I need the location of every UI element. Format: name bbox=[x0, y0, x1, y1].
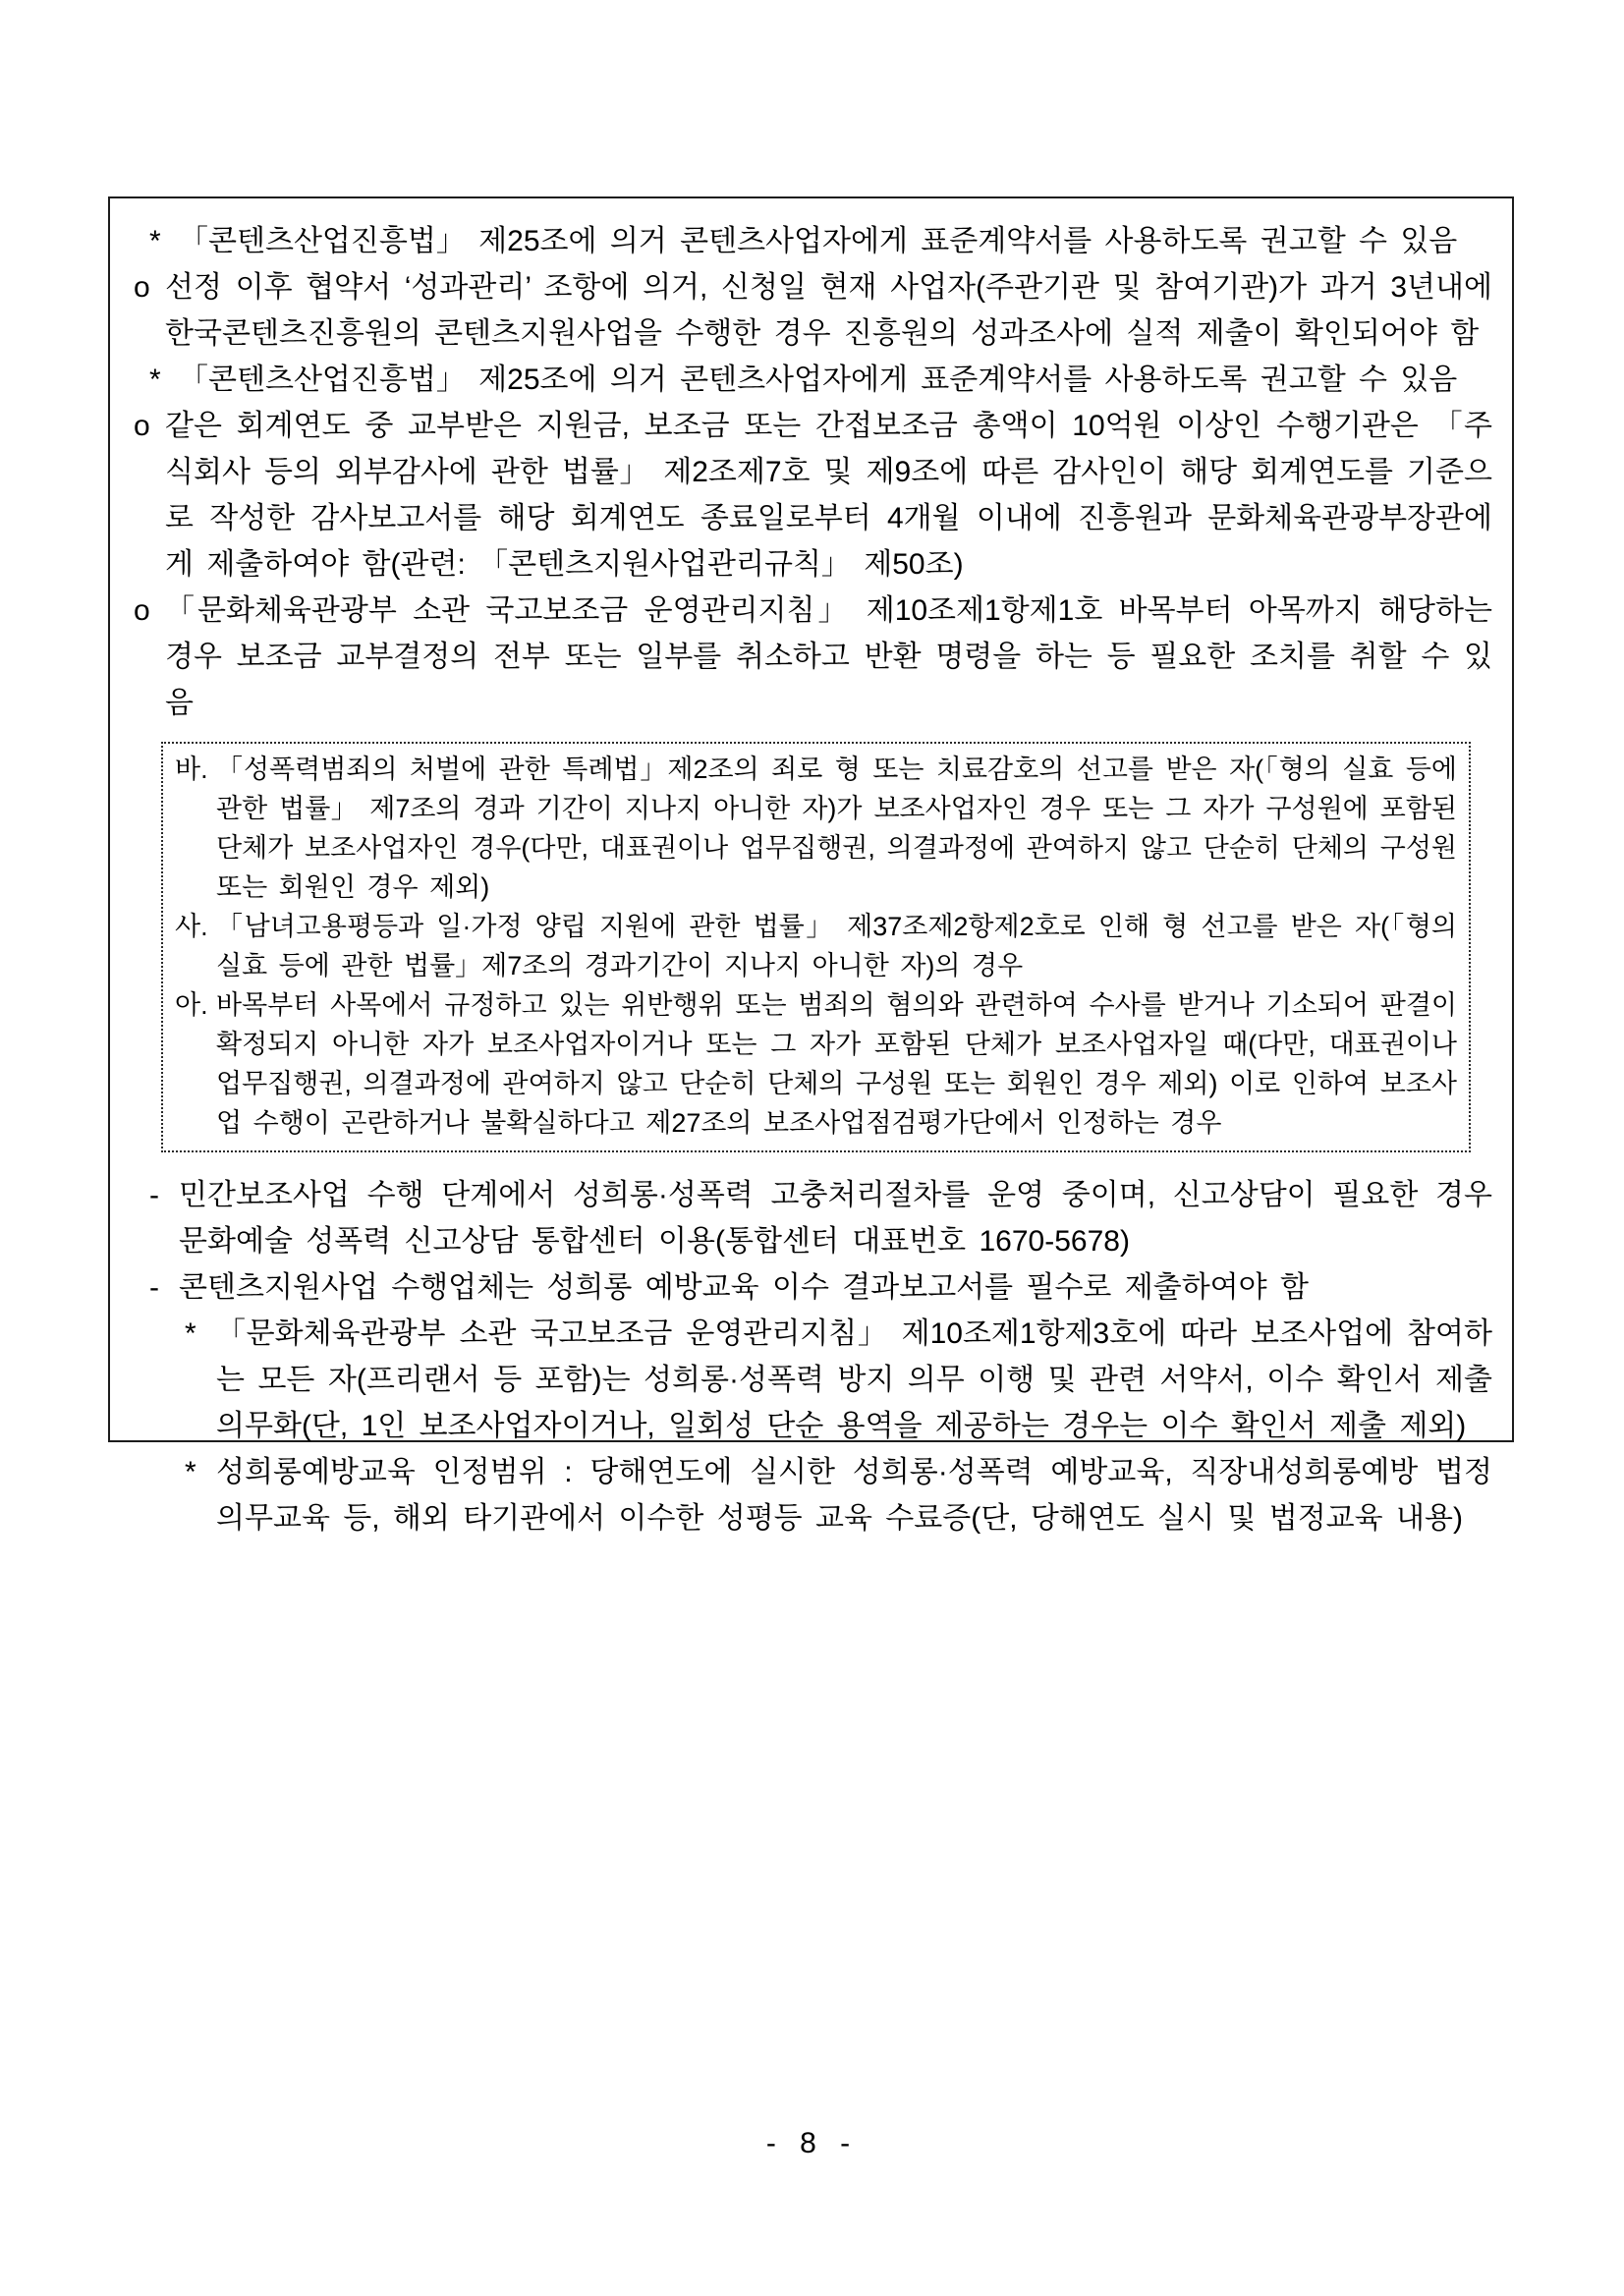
list-item bbox=[185, 1311, 1492, 1449]
bullet-marker: * bbox=[185, 1317, 196, 1350]
list-item bbox=[149, 1172, 1492, 1264]
clause-text: 「남녀고용평등과 일·가정 양립 지원에 관한 법률」 제37조제2항제2호로 인해 형 선고를 받은 자(「형의 실효 등에 관한 법률」제7조의 경과기간이 지나지 아니한 자)의 경우 bbox=[216, 912, 1457, 980]
exclusion-criteria-box bbox=[161, 742, 1471, 1152]
notice-text-box bbox=[108, 196, 1514, 1535]
item-text: 「콘텐츠산업진흥법」 제25조에 의거 콘텐츠사업자에게 표준계약서를 사용하도록 권고할 수 있음 bbox=[179, 225, 1458, 257]
item-text: 「문화체육관광부 소관 국고보조금 운영관리지침」 제10조제1항제1호 바목부터 아목까지 해당하는 경우 보조금 교부결정의 전부 또는 일부를 취소하고 반환 명령을 하는 등 필요한 조치를 취할 수 있음 bbox=[165, 594, 1492, 719]
list-item bbox=[149, 218, 1492, 264]
bullet-marker: o bbox=[134, 410, 150, 442]
list-item bbox=[149, 1264, 1492, 1311]
bullet-marker: * bbox=[149, 364, 161, 396]
bullet-marker: - bbox=[149, 1271, 159, 1304]
item-text: 성희롱예방교육 인정범위 : 당해연도에 실시한 성희롱·성폭력 예방교육, 직장내성희롱예방 법정 의무교육 등, 해외 타기관에서 이수한 성평등 교육 수료증(단, 당해연도 실시 및 법정교육 내용) bbox=[216, 1456, 1492, 1535]
item-text: 「문화체육관광부 소관 국고보조금 운영관리지침」 제10조제1항제3호에 따라 보조사업에 참여하는 모든 자(프리랜서 등 포함)는 성희롱·성폭력 방지 의무 이행 및 관련 서약서, 이수 확인서 제출 의무화(단, 1인 보조사업자이거나, 일회성 단순 용역을 제공하는 경우는 이수 확인서 제출 제외) bbox=[216, 1317, 1492, 1442]
list-item bbox=[126, 403, 1492, 588]
clause-marker: 아. bbox=[175, 990, 208, 1020]
list-item bbox=[171, 907, 1457, 985]
list-item bbox=[126, 588, 1492, 726]
list-item bbox=[171, 985, 1457, 1143]
clause-marker: 바. bbox=[175, 755, 208, 784]
list-item bbox=[171, 750, 1457, 907]
bullet-marker: * bbox=[149, 225, 161, 257]
clause-marker: 사. bbox=[175, 912, 208, 941]
item-text: 콘텐츠지원사업 수행업체는 성희롱 예방교육 이수 결과보고서를 필수로 제출하여야 함 bbox=[179, 1271, 1309, 1304]
bullet-marker: o bbox=[134, 271, 150, 304]
item-text: 같은 회계연도 중 교부받은 지원금, 보조금 또는 간접보조금 총액이 10억원 이상인 수행기관은 「주식회사 등의 외부감사에 관한 법률」 제2조제7호 및 제9조에 따른 감사인이 해당 회계연도를 기준으로 작성한 감사보고서를 해당 회계연도 종료일로부터 4개월 이내에 진흥원과 문화체육관광부장관에게 제출하여야 함(관련: 「콘텐츠지원사업관리규칙」 제50조) bbox=[165, 410, 1492, 581]
bullet-marker: o bbox=[134, 594, 150, 627]
clause-text: 바목부터 사목에서 규정하고 있는 위반행위 또는 범죄의 혐의와 관련하여 수사를 받거나 기소되어 판결이 확정되지 아니한 자가 보조사업자이거나 또는 그 자가 포함된 단체가 보조사업자일 때(다만, 대표권이나 업무집행권, 의결과정에 관여하지 않고 단순히 단체의 구성원 또는 회원인 경우 제외) 이로 인하여 보조사업 수행이 곤란하거나 불확실하다고 제27조의 보조사업점검평가단에서 인정하는 경우 bbox=[216, 990, 1457, 1138]
item-text: 「콘텐츠산업진흥법」 제25조에 의거 콘텐츠사업자에게 표준계약서를 사용하도록 권고할 수 있음 bbox=[179, 364, 1458, 396]
list-item bbox=[185, 1449, 1492, 1541]
page-number: - 8 - bbox=[765, 2127, 859, 2159]
item-text: 민간보조사업 수행 단계에서 성희롱·성폭력 고충처리절차를 운영 중이며, 신고상담이 필요한 경우 문화예술 성폭력 신고상담 통합센터 이용(통합센터 대표번호 1670-5678) bbox=[179, 1179, 1492, 1258]
bullet-marker: - bbox=[149, 1179, 159, 1211]
list-item bbox=[149, 357, 1492, 403]
list-item bbox=[126, 264, 1492, 357]
bullet-marker: * bbox=[185, 1456, 196, 1488]
clause-text: 「성폭력범죄의 처벌에 관한 특례법」제2조의 죄로 형 또는 치료감호의 선고를 받은 자(「형의 실효 등에 관한 법률」 제7조의 경과 기간이 지나지 아니한 자)가 보조사업자인 경우 또는 그 자가 구성원에 포함된 단체가 보조사업자인 경우(다만, 대표권이나 업무집행권, 의결과정에 관여하지 않고 단순히 단체의 구성원 또는 회원인 경우 제외) bbox=[216, 755, 1457, 902]
item-text: 선정 이후 협약서 ‘성과관리’ 조항에 의거, 신청일 현재 사업자(주관기관 및 참여기관)가 과거 3년내에 한국콘텐츠진흥원의 콘텐츠지원사업을 수행한 경우 진흥원의 성과조사에 실적 제출이 확인되어야 함 bbox=[165, 271, 1492, 350]
